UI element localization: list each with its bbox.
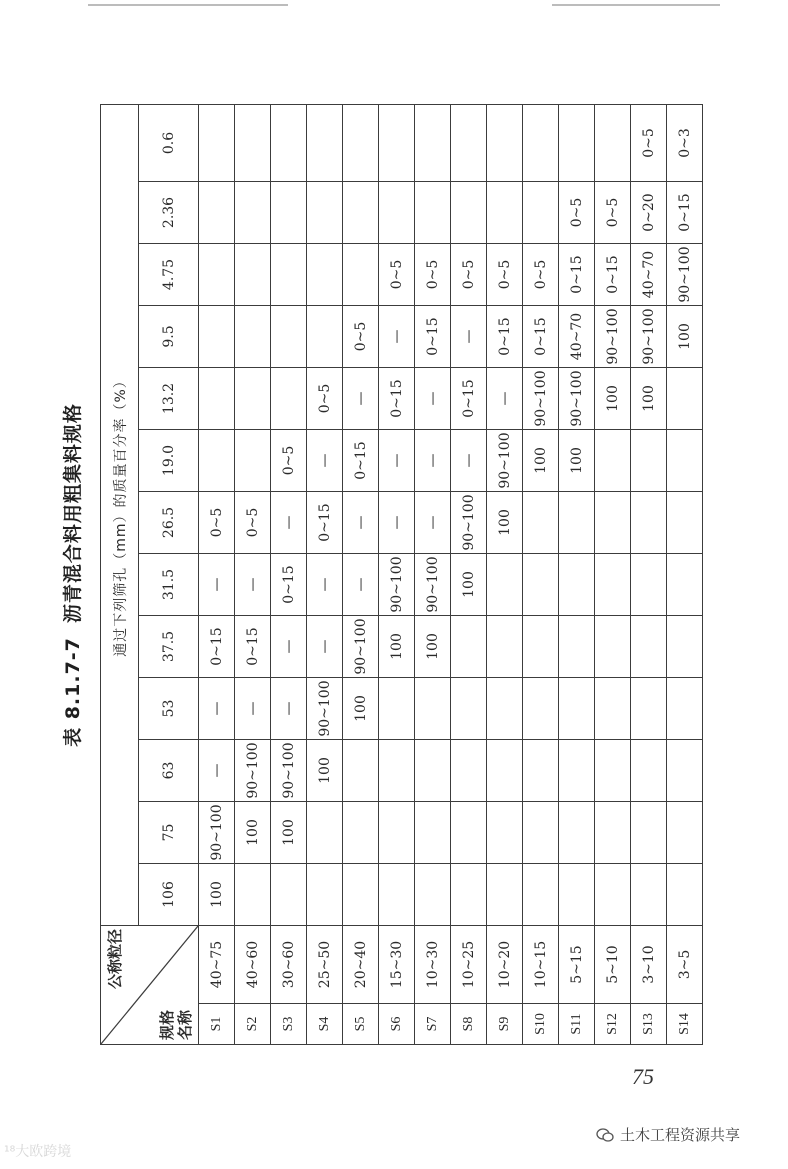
passing-percent-cell — [595, 678, 631, 740]
passing-percent-cell — [487, 802, 523, 864]
passing-percent-cell: 90~100 — [415, 554, 451, 616]
passing-percent-cell — [559, 802, 595, 864]
passing-percent-cell: 40~70 — [631, 244, 667, 306]
passing-percent-cell — [559, 492, 595, 554]
passing-percent-cell — [307, 105, 343, 182]
passing-percent-cell: 0~15 — [307, 492, 343, 554]
passing-percent-cell — [667, 492, 703, 554]
passing-percent-cell: — — [415, 430, 451, 492]
passing-percent-cell: — — [415, 368, 451, 430]
passing-percent-cell: 100 — [667, 306, 703, 368]
passing-percent-cell: 0~5 — [307, 368, 343, 430]
passing-percent-cell — [523, 616, 559, 678]
passing-percent-cell — [595, 740, 631, 802]
passing-percent-cell — [199, 368, 235, 430]
passing-percent-cell — [595, 616, 631, 678]
passing-percent-cell: 100 — [343, 678, 379, 740]
passing-percent-cell: 0~5 — [523, 244, 559, 306]
passing-percent-cell: 0~15 — [667, 182, 703, 244]
passing-percent-cell: 100 — [487, 492, 523, 554]
passing-percent-cell: 100 — [415, 616, 451, 678]
passing-percent-cell: 0~5 — [631, 105, 667, 182]
passing-percent-cell — [631, 740, 667, 802]
passing-percent-cell — [667, 802, 703, 864]
sieve-header-cell: 9.5 — [139, 306, 199, 368]
sieve-header-cell: 13.2 — [139, 368, 199, 430]
passing-percent-cell: 0~15 — [595, 244, 631, 306]
passing-percent-cell: 0~15 — [343, 430, 379, 492]
passing-percent-cell — [559, 678, 595, 740]
passing-percent-cell — [451, 616, 487, 678]
passing-percent-cell — [307, 182, 343, 244]
rotated-table-block — [62, 105, 693, 1045]
page-number: 75 — [632, 1064, 654, 1089]
passing-percent-cell — [415, 802, 451, 864]
passing-percent-cell — [199, 182, 235, 244]
passing-percent-cell — [271, 182, 307, 244]
passing-percent-cell — [379, 182, 415, 244]
passing-percent-cell: 0~5 — [415, 244, 451, 306]
passing-percent-cell: — — [487, 368, 523, 430]
nominal-size-cell: 40~60 — [235, 926, 271, 1004]
passing-percent-cell — [631, 802, 667, 864]
nominal-size-cell: 40~75 — [199, 926, 235, 1004]
passing-percent-cell — [343, 244, 379, 306]
passing-percent-cell — [523, 864, 559, 926]
passing-percent-cell: — — [307, 554, 343, 616]
passing-percent-cell — [559, 740, 595, 802]
passing-percent-cell — [415, 678, 451, 740]
nominal-size-cell: 10~15 — [523, 926, 559, 1004]
passing-percent-cell: 0~5 — [595, 182, 631, 244]
passing-percent-cell: 100 — [307, 740, 343, 802]
passing-percent-cell — [307, 306, 343, 368]
passing-percent-cell — [451, 678, 487, 740]
passing-percent-cell: 90~100 — [487, 430, 523, 492]
table-title: 沥青混合料用粗集料规格 — [62, 403, 84, 624]
spec-code-cell: S13 — [631, 1004, 667, 1045]
passing-percent-cell — [199, 105, 235, 182]
passing-percent-cell — [415, 105, 451, 182]
spec-code-cell: S4 — [307, 1004, 343, 1045]
spec-code-cell: S7 — [415, 1004, 451, 1045]
passing-percent-cell — [523, 554, 559, 616]
passing-percent-cell: 0~15 — [199, 616, 235, 678]
passing-percent-cell: — — [343, 492, 379, 554]
spec-code-cell: S11 — [559, 1004, 595, 1045]
corner-size-label: 公称粒径 — [106, 929, 124, 990]
passing-percent-cell: 90~100 — [379, 554, 415, 616]
nominal-size-cell: 10~30 — [415, 926, 451, 1004]
sieve-header-cell: 37.5 — [139, 616, 199, 678]
sieve-header-cell: 26.5 — [139, 492, 199, 554]
sieve-header-cell: 75 — [139, 802, 199, 864]
passing-percent-cell: — — [199, 678, 235, 740]
nominal-size-cell: 5~15 — [559, 926, 595, 1004]
passing-percent-cell — [235, 368, 271, 430]
passing-percent-cell — [667, 740, 703, 802]
passing-percent-cell: 0~3 — [667, 105, 703, 182]
passing-percent-cell: 100 — [523, 430, 559, 492]
passing-percent-cell: — — [415, 492, 451, 554]
passing-percent-cell — [235, 105, 271, 182]
passing-percent-cell — [559, 554, 595, 616]
passing-percent-cell — [343, 864, 379, 926]
passing-percent-cell: 100 — [595, 368, 631, 430]
passing-percent-cell: 0~5 — [487, 244, 523, 306]
passing-percent-cell: 0~5 — [379, 244, 415, 306]
passing-percent-cell: — — [271, 678, 307, 740]
passing-percent-cell: 100 — [235, 802, 271, 864]
passing-percent-cell: — — [379, 430, 415, 492]
passing-percent-cell: — — [343, 554, 379, 616]
sieve-header-cell: 4.75 — [139, 244, 199, 306]
header-row-sieves — [139, 105, 199, 1045]
watermark-logo-icon: ¹⁸ — [4, 1144, 16, 1160]
passing-percent-cell — [199, 244, 235, 306]
passing-percent-cell — [631, 616, 667, 678]
passing-percent-cell: 100 — [559, 430, 595, 492]
table-row — [343, 105, 379, 1045]
passing-percent-cell: 0~15 — [235, 616, 271, 678]
passing-percent-cell — [307, 802, 343, 864]
passing-percent-cell: — — [307, 616, 343, 678]
spec-code-cell: S12 — [595, 1004, 631, 1045]
passing-percent-cell: — — [379, 492, 415, 554]
nominal-size-cell: 3~5 — [667, 926, 703, 1004]
sieve-header-cell: 2.36 — [139, 182, 199, 244]
passing-percent-cell — [631, 554, 667, 616]
passing-percent-cell: — — [199, 554, 235, 616]
table-row — [487, 105, 523, 1045]
passing-percent-cell: 90~100 — [343, 616, 379, 678]
header-corner-cell — [101, 926, 199, 1045]
nominal-size-cell: 3~10 — [631, 926, 667, 1004]
passing-percent-cell: 0~5 — [343, 306, 379, 368]
passing-percent-cell — [667, 368, 703, 430]
passing-percent-cell — [271, 105, 307, 182]
passing-percent-cell: 90~100 — [559, 368, 595, 430]
passing-percent-cell — [667, 554, 703, 616]
sieve-header-cell: 19.0 — [139, 430, 199, 492]
passing-percent-cell — [487, 740, 523, 802]
passing-percent-cell — [343, 802, 379, 864]
passing-percent-cell — [451, 864, 487, 926]
passing-percent-cell — [415, 740, 451, 802]
passing-percent-cell: 0~15 — [271, 554, 307, 616]
spec-code-cell: S5 — [343, 1004, 379, 1045]
passing-percent-cell: 40~70 — [559, 306, 595, 368]
passing-percent-cell — [523, 492, 559, 554]
passing-percent-cell: 90~100 — [595, 306, 631, 368]
table-row — [199, 105, 235, 1045]
passing-percent-cell — [379, 678, 415, 740]
top-scan-line-right — [552, 4, 720, 6]
passing-percent-cell — [343, 740, 379, 802]
passing-percent-cell — [595, 864, 631, 926]
passing-percent-cell — [271, 244, 307, 306]
table-row — [667, 105, 703, 1045]
table-row — [559, 105, 595, 1045]
passing-percent-cell — [235, 864, 271, 926]
table-caption — [58, 105, 85, 1045]
sieve-caption: 通过下列筛孔（mm）的质量百分率（%） — [112, 373, 129, 657]
passing-percent-cell: 90~100 — [451, 492, 487, 554]
watermark-right-text: 土木工程资源共享 — [620, 1126, 741, 1144]
passing-percent-cell — [235, 244, 271, 306]
passing-percent-cell: 0~15 — [451, 368, 487, 430]
passing-percent-cell: 100 — [199, 864, 235, 926]
passing-percent-cell: 90~100 — [307, 678, 343, 740]
table-row — [415, 105, 451, 1045]
passing-percent-cell: — — [199, 740, 235, 802]
table-row — [235, 105, 271, 1045]
passing-percent-cell — [595, 492, 631, 554]
nominal-size-cell: 30~60 — [271, 926, 307, 1004]
passing-percent-cell: 0~5 — [199, 492, 235, 554]
passing-percent-cell: 0~15 — [415, 306, 451, 368]
passing-percent-cell — [631, 678, 667, 740]
passing-percent-cell — [415, 864, 451, 926]
passing-percent-cell: — — [271, 616, 307, 678]
passing-percent-cell: 0~15 — [559, 244, 595, 306]
passing-percent-cell: 90~100 — [199, 802, 235, 864]
spec-code-cell: S6 — [379, 1004, 415, 1045]
passing-percent-cell — [487, 182, 523, 244]
passing-percent-cell: 0~15 — [487, 306, 523, 368]
watermark-left-text: 大欧跨境 — [15, 1144, 72, 1160]
passing-percent-cell: 90~100 — [523, 368, 559, 430]
passing-percent-cell — [379, 740, 415, 802]
passing-percent-cell — [667, 678, 703, 740]
passing-percent-cell — [343, 182, 379, 244]
passing-percent-cell — [631, 492, 667, 554]
passing-percent-cell — [667, 616, 703, 678]
sieve-header-cell: 63 — [139, 740, 199, 802]
passing-percent-cell — [235, 430, 271, 492]
header-row-1 — [101, 105, 139, 1045]
passing-percent-cell — [487, 678, 523, 740]
table-row — [307, 105, 343, 1045]
nominal-size-cell: 5~10 — [595, 926, 631, 1004]
passing-percent-cell — [271, 306, 307, 368]
passing-percent-cell — [199, 430, 235, 492]
passing-percent-cell — [415, 182, 451, 244]
passing-percent-cell — [199, 306, 235, 368]
passing-percent-cell — [451, 182, 487, 244]
passing-percent-cell: 100 — [379, 616, 415, 678]
passing-percent-cell: 100 — [271, 802, 307, 864]
passing-percent-cell — [379, 802, 415, 864]
passing-percent-cell: — — [307, 430, 343, 492]
passing-percent-cell — [595, 802, 631, 864]
passing-percent-cell: 0~15 — [379, 368, 415, 430]
watermark-right — [596, 1124, 740, 1145]
nominal-size-cell: 20~40 — [343, 926, 379, 1004]
passing-percent-cell: 0~20 — [631, 182, 667, 244]
passing-percent-cell: — — [271, 492, 307, 554]
sieve-header-cell: 53 — [139, 678, 199, 740]
passing-percent-cell — [487, 864, 523, 926]
table-row — [271, 105, 307, 1045]
passing-percent-cell — [487, 105, 523, 182]
watermark-left — [4, 1141, 71, 1161]
spec-code-cell: S1 — [199, 1004, 235, 1045]
passing-percent-cell — [523, 678, 559, 740]
nominal-size-cell: 10~25 — [451, 926, 487, 1004]
corner-spec-label: 规格 名称 — [158, 1009, 194, 1040]
passing-percent-cell — [523, 182, 559, 244]
table-number: 表 8.1.7-7 — [62, 637, 84, 747]
passing-percent-cell — [559, 864, 595, 926]
passing-percent-cell: 90~100 — [271, 740, 307, 802]
passing-percent-cell: — — [235, 678, 271, 740]
table-row — [379, 105, 415, 1045]
sieve-header-cell: 106 — [139, 864, 199, 926]
passing-percent-cell — [451, 802, 487, 864]
passing-percent-cell: — — [379, 306, 415, 368]
passing-percent-cell: — — [235, 554, 271, 616]
passing-percent-cell — [523, 802, 559, 864]
passing-percent-cell — [595, 430, 631, 492]
nominal-size-cell: 15~30 — [379, 926, 415, 1004]
passing-percent-cell — [523, 105, 559, 182]
passing-percent-cell: 0~15 — [523, 306, 559, 368]
passing-percent-cell: — — [451, 430, 487, 492]
passing-percent-cell — [487, 616, 523, 678]
passing-percent-cell — [595, 105, 631, 182]
passing-percent-cell: 0~5 — [451, 244, 487, 306]
sieve-header-cell: 31.5 — [139, 554, 199, 616]
wechat-icon — [596, 1128, 614, 1142]
passing-percent-cell — [451, 105, 487, 182]
spec-code-cell: S8 — [451, 1004, 487, 1045]
sieve-header-cell: 0.6 — [139, 105, 199, 182]
passing-percent-cell — [523, 740, 559, 802]
passing-percent-cell — [667, 430, 703, 492]
sieve-caption-cell — [101, 105, 139, 926]
passing-percent-cell: 100 — [631, 368, 667, 430]
passing-percent-cell — [631, 430, 667, 492]
spec-code-cell: S10 — [523, 1004, 559, 1045]
spec-code-cell: S14 — [667, 1004, 703, 1045]
passing-percent-cell — [631, 864, 667, 926]
passing-percent-cell: 0~5 — [271, 430, 307, 492]
passing-percent-cell — [559, 616, 595, 678]
passing-percent-cell: — — [451, 306, 487, 368]
table-row — [523, 105, 559, 1045]
passing-percent-cell — [595, 554, 631, 616]
aggregate-spec-table — [100, 104, 703, 1045]
passing-percent-cell — [235, 182, 271, 244]
passing-percent-cell — [343, 105, 379, 182]
passing-percent-cell — [451, 740, 487, 802]
passing-percent-cell: 100 — [451, 554, 487, 616]
spec-code-cell: S3 — [271, 1004, 307, 1045]
spec-code-cell: S9 — [487, 1004, 523, 1045]
nominal-size-cell: 10~20 — [487, 926, 523, 1004]
spec-code-cell: S2 — [235, 1004, 271, 1045]
table-row — [451, 105, 487, 1045]
passing-percent-cell — [271, 368, 307, 430]
passing-percent-cell — [307, 244, 343, 306]
passing-percent-cell: 90~100 — [235, 740, 271, 802]
passing-percent-cell — [667, 864, 703, 926]
passing-percent-cell — [235, 306, 271, 368]
passing-percent-cell: 90~100 — [631, 306, 667, 368]
top-scan-line-left — [88, 4, 288, 6]
passing-percent-cell — [271, 864, 307, 926]
table-row — [595, 105, 631, 1045]
passing-percent-cell — [379, 105, 415, 182]
passing-percent-cell — [379, 864, 415, 926]
passing-percent-cell — [307, 864, 343, 926]
table-row — [631, 105, 667, 1045]
passing-percent-cell: — — [343, 368, 379, 430]
passing-percent-cell: 0~5 — [235, 492, 271, 554]
passing-percent-cell: 90~100 — [667, 244, 703, 306]
passing-percent-cell: 0~5 — [559, 182, 595, 244]
passing-percent-cell — [559, 105, 595, 182]
nominal-size-cell: 25~50 — [307, 926, 343, 1004]
passing-percent-cell — [487, 554, 523, 616]
